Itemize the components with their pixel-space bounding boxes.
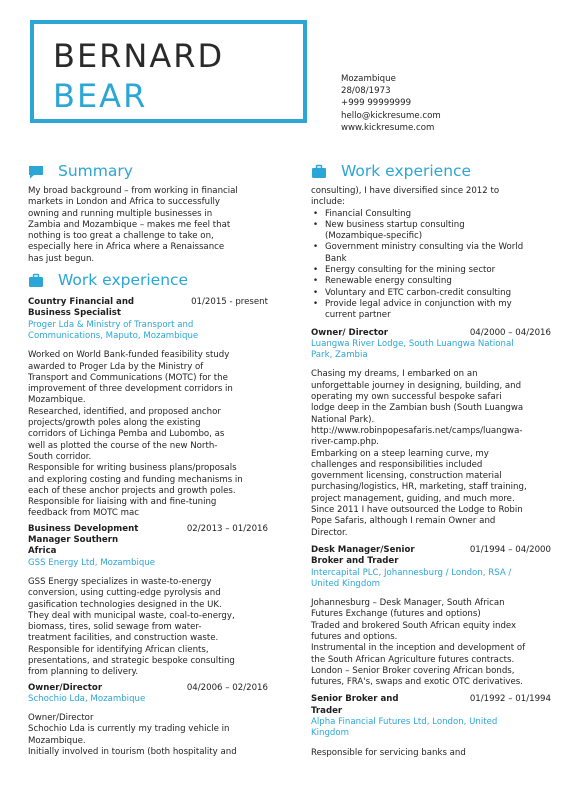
- job-desc-line: futures, FRA's, swaps and exotic OTC derivatives.: [311, 677, 523, 688]
- list-item-line: • Provide legal advice in conjunction with my: [325, 298, 512, 309]
- list-item-line: • Energy consulting for the mining sector: [325, 265, 496, 276]
- job-org-line: Luangwa River Lodge, South Luangwa National: [311, 338, 514, 349]
- job-organization: [28, 320, 268, 343]
- job-title-line: Broker and Trader: [311, 556, 399, 567]
- job-org-line: Park, Zambia: [311, 350, 368, 361]
- job-desc-line: operating my own successful bespoke safari: [311, 392, 502, 403]
- job-org-line: Schochio Lda, Mozambique: [28, 693, 146, 704]
- job-desc-line: presentations, and strategic bespoke consulting: [28, 655, 235, 666]
- job-description: [28, 350, 268, 519]
- job-desc-line: Embarking on a steep learning curve, my: [311, 448, 489, 459]
- job-desc-line: challenges and responsibilities included: [311, 459, 483, 470]
- summary-text: [28, 186, 268, 265]
- job-entry: [28, 524, 268, 679]
- summary-heading: [28, 160, 268, 184]
- job-desc-line: Johannesburg – Desk Manager, South African: [311, 598, 505, 609]
- job-desc-line: conversion, using cutting-edge pyrolysis and: [28, 588, 221, 599]
- job-org-line: Kingdom: [311, 728, 350, 739]
- job-desc-line: well as plotted the course of the new North-: [28, 440, 218, 451]
- job-org-line: Proger Lda & Ministry of Transport and: [28, 319, 194, 330]
- job-desc-line: Responsible for liaising with and fine-tuning: [28, 497, 217, 508]
- job-entry: [28, 297, 268, 520]
- job-title-line: Senior Broker and: [311, 694, 399, 705]
- name-box: [30, 20, 307, 123]
- job-desc-line: corridors of Lichinga Pemba and Lubombo, as: [28, 429, 225, 440]
- job-title: [28, 683, 153, 694]
- job-desc-line: Responsible for identifying African clients,: [28, 644, 209, 655]
- list-item-line: • New business startup consulting: [325, 219, 465, 230]
- list-item: [311, 299, 551, 322]
- job-date: 01/2015 - present: [191, 297, 268, 308]
- chat-bubble-icon: [28, 164, 44, 180]
- job-desc-line: Chasing my dreams, I embarked on an: [311, 369, 478, 380]
- job-description: [28, 713, 268, 758]
- summary-line: markets in London and Africa to successfully: [28, 197, 220, 208]
- job-organization: [28, 694, 268, 705]
- list-item: [311, 209, 551, 220]
- job-desc-line: National Park).: [311, 414, 375, 425]
- job-desc-line: South corridor.: [28, 451, 92, 462]
- job-desc-line: lodge deep in the Zambian bush (South Luangwa: [311, 403, 524, 414]
- job-date: 01/1994 – 04/2000: [469, 544, 551, 555]
- work-heading-left: [28, 269, 268, 293]
- services-list: [311, 209, 551, 322]
- contact-phone[interactable]: +999 99999999: [341, 98, 412, 109]
- job-title-line: Business Specialist: [28, 308, 122, 319]
- right-column: [311, 160, 551, 759]
- job-date: 01/1992 – 01/1994: [469, 694, 551, 705]
- list-item: [311, 288, 551, 299]
- list-item-line: (Mozambique-specific): [325, 231, 423, 242]
- job-title-line: Desk Manager/Senior: [311, 544, 415, 555]
- job-desc-line: Researched, identified, and proposed anchor: [28, 406, 221, 417]
- job-desc-line: Schochio Lda is currently my trading vehicle in: [28, 724, 230, 735]
- job-desc-line: Transport and Communications (MOTC) for the: [28, 372, 228, 383]
- work-heading-label: Work experience: [58, 271, 189, 290]
- job-title: [28, 297, 153, 320]
- contact-country: Mozambique: [341, 74, 396, 84]
- first-name: BERNARD: [53, 37, 225, 75]
- job-desc-line: Owner/Director: [28, 713, 94, 724]
- contact-website[interactable]: www.kickresume.com: [341, 122, 435, 133]
- job-desc-line: gasification technologies designed in the UK.: [28, 599, 222, 610]
- job-desc-line: Mozambique.: [28, 395, 86, 406]
- job-desc-line: improvement of three development corridors in: [28, 384, 233, 395]
- job-title-line: Business Development: [28, 523, 139, 534]
- job-organization: [28, 558, 268, 569]
- summary-line: My broad background – from working in financial: [28, 186, 238, 196]
- desc-line: include:: [311, 197, 346, 208]
- job-organization: [311, 568, 551, 591]
- job-date: 02/2013 – 01/2016: [186, 523, 268, 534]
- summary-line: Zambia and Mozambique – makes me feel that: [28, 219, 231, 230]
- desc-line: consulting), I have diversified since 2012 to: [311, 186, 500, 196]
- job-desc-line: and exploring costing and funding mechanisms in: [28, 474, 243, 485]
- job-desc-line: awarded to Proger Lda by the Ministry of: [28, 361, 204, 372]
- contact-birthdate: 28/08/1973: [341, 86, 391, 97]
- contact-info: [341, 73, 441, 134]
- job-title-line: Africa: [28, 546, 57, 557]
- job-desc-line: GSS Energy specializes in waste-to-energy: [28, 576, 212, 587]
- job-entry: [311, 545, 551, 689]
- job-desc-line: Worked on World Bank-funded feasibility study: [28, 350, 230, 361]
- job-desc-line: London – Senior Broker covering African bonds,: [311, 665, 515, 676]
- job-desc-line: government licensing, construction material: [311, 471, 502, 482]
- job-date: 04/2006 – 02/2016: [186, 682, 268, 693]
- list-item-line: • Voluntary and ETC carbon-credit consulting: [325, 287, 512, 298]
- job-desc-line: purchasing/logistics, HR, marketing, staff training,: [311, 482, 527, 493]
- job-desc-line: Initially involved in tourism (both hospitality and: [28, 747, 237, 758]
- job-description: [28, 577, 268, 679]
- job-desc-line: from planning to delivery.: [28, 667, 139, 678]
- contact-email[interactable]: hello@kickresume.com: [341, 110, 441, 121]
- summary-line: nothing is too great a challenge to take on,: [28, 231, 214, 242]
- list-item-line: current partner: [325, 310, 391, 321]
- job-desc-line: each of these anchor projects and growth poles.: [28, 485, 236, 496]
- job-desc-line: treatment facilities, and construction waste.: [28, 633, 219, 644]
- job-org-line: Communications, Maputo, Mozambique: [28, 330, 199, 341]
- job-organization: [311, 339, 551, 362]
- job-date: 04/2000 – 04/2016: [469, 327, 551, 338]
- job-entry: [28, 683, 268, 759]
- job-title-line: Owner/ Director: [311, 327, 389, 338]
- job-org-line: Intercapital PLC, Johannesburg / London, RSA /: [311, 567, 512, 578]
- summary-line: owning and running multiple businesses in: [28, 208, 213, 219]
- list-item-line: • Government ministry consulting via the World: [325, 242, 524, 253]
- continued-text: [311, 186, 551, 209]
- list-item: [311, 276, 551, 287]
- list-item-line: Bank: [325, 253, 347, 264]
- briefcase-icon: [311, 164, 327, 180]
- summary-line: especially here in Africa where a Renaissance: [28, 242, 225, 253]
- job-title: [311, 328, 436, 339]
- job-title-line: Manager Southern: [28, 535, 119, 546]
- work-heading-right: [311, 160, 551, 184]
- left-column: [28, 160, 268, 758]
- job-title-line: Owner/Director: [28, 682, 103, 693]
- job-desc-line: Pope Safaris, although I remain Owner and: [311, 516, 496, 527]
- job-desc-line: futures and options.: [311, 631, 398, 642]
- job-desc-line: Instrumental in the inception and development of: [311, 643, 526, 654]
- job-desc-line: Responsible for servicing banks and: [311, 747, 466, 758]
- briefcase-icon: [28, 273, 44, 289]
- job-desc-link[interactable]: http://www.robinpopesafaris.net/camps/luangwa-: [311, 425, 523, 436]
- job-desc-line: They deal with municipal waste, coal-to-energy,: [28, 610, 235, 621]
- job-desc-line: projects/growth poles along the existing: [28, 418, 201, 429]
- job-organization: [311, 717, 551, 740]
- job-title: [311, 545, 436, 568]
- list-item-line: • Financial Consulting: [325, 208, 412, 219]
- job-title: [311, 694, 436, 717]
- job-title-line: Trader: [311, 705, 343, 716]
- job-desc-line: Director.: [311, 527, 348, 538]
- job-org-line: United Kingdom: [311, 578, 380, 589]
- job-desc-line: feedback from MOTC mac: [28, 508, 139, 519]
- work-heading-label: Work experience: [341, 162, 472, 181]
- job-desc-line: Futures Exchange (futures and options): [311, 609, 481, 620]
- job-title: [28, 524, 153, 558]
- job-description: [311, 369, 551, 538]
- job-title-line: Country Financial and: [28, 297, 135, 308]
- summary-heading-label: Summary: [58, 162, 133, 181]
- job-desc-link[interactable]: river-camp.php.: [311, 437, 380, 448]
- job-description: [311, 748, 551, 759]
- job-desc-line: Traded and brokered South African equity index: [311, 620, 517, 631]
- job-desc-line: unforgettable journey in designing, building, and: [311, 380, 522, 391]
- job-desc-line: the South African Agriculture futures contracts.: [311, 654, 515, 665]
- job-entry: [311, 694, 551, 758]
- last-name: BEAR: [53, 77, 148, 115]
- job-org-line: GSS Energy Ltd, Mozambique: [28, 557, 156, 568]
- job-desc-line: project management, guiding, and much more.: [311, 493, 515, 504]
- list-item: [311, 242, 551, 265]
- list-item: [311, 265, 551, 276]
- job-desc-line: Since 2011 I have outsourced the Lodge to Robin: [311, 505, 523, 516]
- job-entry: [311, 328, 551, 539]
- list-item-line: • Renewable energy consulting: [325, 276, 452, 287]
- summary-line: has just begun.: [28, 253, 95, 264]
- job-desc-line: biomass, tires, solid sewage from water-: [28, 622, 202, 633]
- job-desc-line: Responsible for writing business plans/proposals: [28, 463, 237, 474]
- job-description: [311, 598, 551, 688]
- job-desc-line: Mozambique.: [28, 735, 86, 746]
- list-item: [311, 220, 551, 243]
- job-org-line: Alpha Financial Futures Ltd, London, United: [311, 717, 498, 728]
